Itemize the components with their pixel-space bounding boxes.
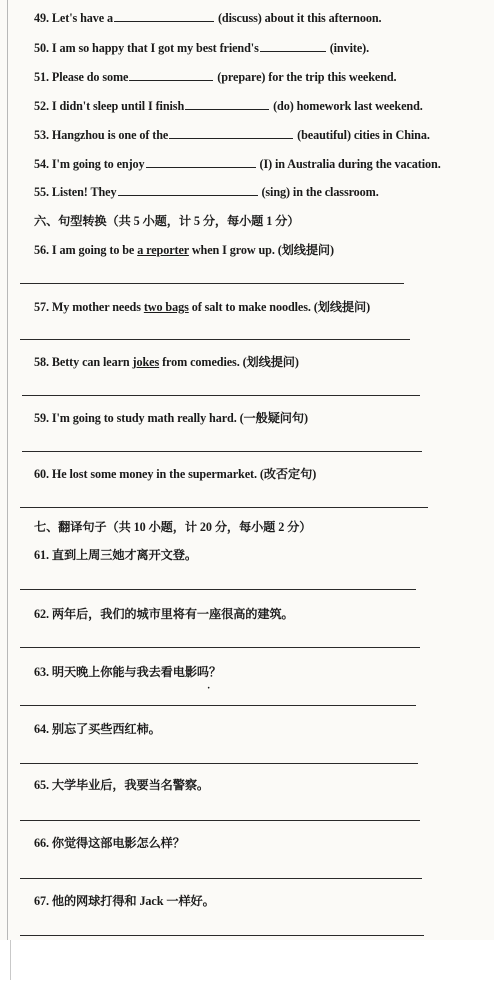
answer-blank[interactable] [129, 79, 213, 81]
underlined-phrase: a reporter [137, 243, 189, 257]
page-bottom-margin [0, 940, 494, 986]
section-heading-6: 六、句型转换（共 5 小题，计 5 分，每小题 1 分） [34, 214, 300, 228]
question-number: 52. [34, 99, 49, 113]
answer-blank[interactable] [118, 194, 258, 196]
underlined-phrase: jokes [132, 355, 160, 369]
answer-line-59[interactable] [22, 451, 422, 452]
answer-blank[interactable] [146, 166, 256, 168]
question-57 [34, 298, 370, 315]
answer-line-64[interactable] [20, 763, 418, 764]
question-stem: I didn't sleep until I finish [51, 99, 185, 113]
underlined-phrase: two bags [143, 300, 189, 314]
question-64: 64. 别忘了买些西红柿。 [34, 722, 161, 736]
question-59 [34, 409, 308, 426]
question-number: 54. [34, 157, 49, 171]
answer-line-67[interactable] [20, 935, 424, 936]
question-hint: (do) homework last weekend. [273, 99, 423, 113]
question-stem: Hangzhou is one of the [51, 128, 169, 142]
question-hint: (sing) in the classroom. [261, 185, 379, 199]
answer-line-66[interactable] [20, 878, 422, 879]
question-number: 51. [34, 70, 49, 84]
stray-mark: · [207, 683, 211, 694]
question-55 [34, 185, 379, 200]
answer-line-62[interactable] [20, 647, 420, 648]
question-hint: (beautiful) cities in China. [297, 128, 430, 142]
question-stem: 59. I'm going to study math really hard. (一般疑问句) [34, 411, 308, 425]
question-67: 67. 他的网球打得和 Jack 一样好。 [34, 894, 215, 908]
question-52 [34, 99, 423, 114]
question-66: 66. 你觉得这部电影怎么样？ [34, 836, 185, 850]
question-hint: from comedies. (划线提问) [159, 355, 299, 369]
margin-tick [10, 940, 11, 980]
question-number: 50. [34, 41, 49, 55]
answer-line-61[interactable] [20, 589, 416, 590]
answer-line-58[interactable] [22, 395, 420, 396]
question-stem: I am so happy that I got my best friend's [51, 41, 259, 55]
question-stem: 60. He lost some money in the supermarket. (改否定句) [34, 467, 317, 481]
question-stem: I'm going to enjoy [51, 157, 145, 171]
answer-line-60[interactable] [20, 507, 428, 508]
question-stem: Let's have a [51, 11, 113, 25]
question-hint: (invite). [329, 41, 370, 55]
question-stem: 56. I am going to be [34, 243, 138, 257]
answer-line-65[interactable] [20, 820, 420, 821]
answer-blank[interactable] [185, 108, 269, 110]
question-stem: Please do some [51, 70, 129, 84]
question-hint: (discuss) about it this afternoon. [217, 11, 382, 25]
question-hint: when I grow up. (划线提问) [188, 243, 334, 257]
answer-blank[interactable] [169, 137, 293, 139]
question-61: 61. 直到上周三她才离开文登。 [34, 548, 197, 562]
question-stem: Listen! They [51, 185, 117, 199]
question-54 [34, 157, 441, 172]
question-hint: of salt to make noodles. (划线提问) [188, 300, 371, 314]
question-number: 53. [34, 128, 49, 142]
answer-line-57[interactable] [20, 339, 410, 340]
question-number: 49. [34, 11, 49, 25]
question-63: 63. 明天晚上你能与我去看电影吗？ [34, 665, 222, 679]
answer-blank[interactable] [114, 20, 214, 22]
question-50 [34, 41, 369, 56]
question-53 [34, 128, 430, 143]
left-margin-rule [7, 0, 8, 940]
question-hint: (prepare) for the trip this weekend. [217, 70, 397, 84]
question-56 [34, 241, 334, 258]
question-62: 62. 两年后，我们的城市里将有一座很高的建筑。 [34, 607, 294, 621]
question-65: 65. 大学毕业后，我要当名警察。 [34, 778, 210, 792]
question-58 [34, 353, 299, 370]
answer-line-63[interactable] [20, 705, 416, 706]
question-stem: 57. My mother needs [34, 300, 144, 314]
question-number: 55. [34, 185, 49, 199]
question-49 [34, 11, 381, 26]
answer-line-56[interactable] [20, 283, 404, 284]
question-51 [34, 70, 397, 85]
question-hint: (I) in Australia during the vacation. [259, 157, 441, 171]
section-heading-7: 七、翻译句子（共 10 小题，计 20 分，每小题 2 分） [34, 520, 312, 534]
question-60 [34, 465, 316, 482]
question-stem: 58. Betty can learn [34, 355, 133, 369]
answer-blank[interactable] [260, 50, 326, 52]
